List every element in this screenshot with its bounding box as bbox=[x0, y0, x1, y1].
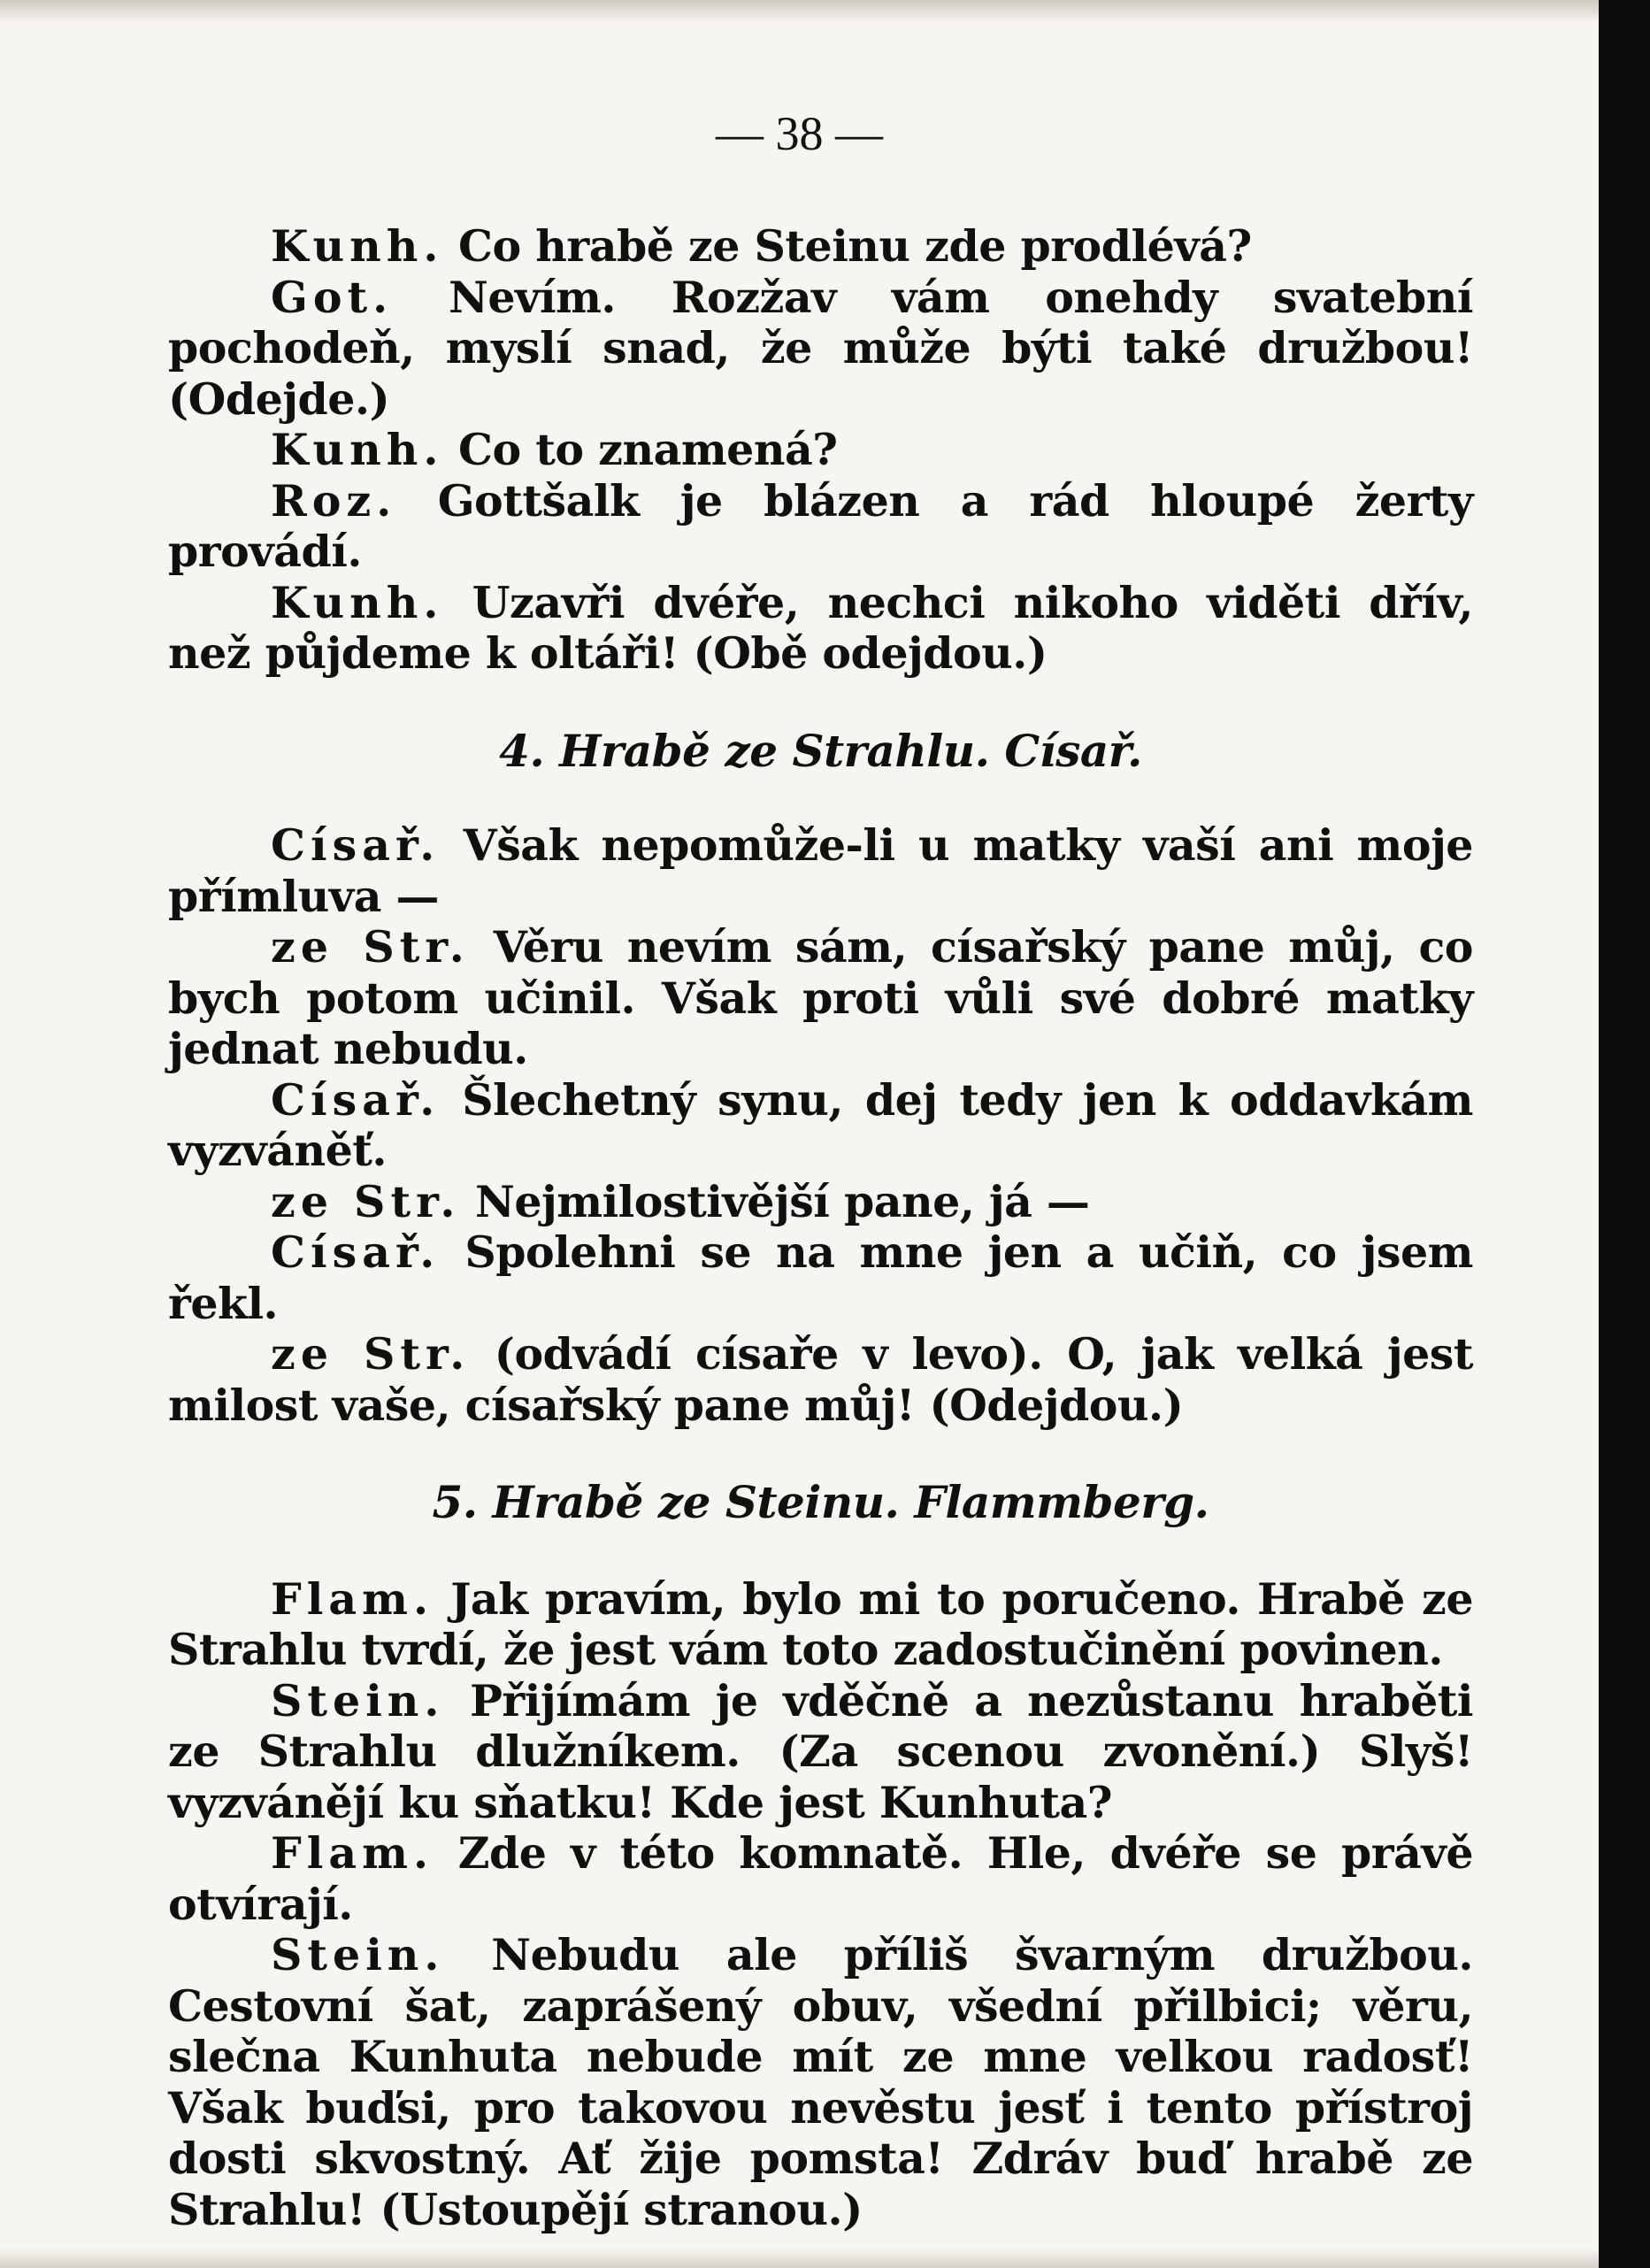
dialogue-line bbox=[168, 578, 1473, 680]
line-text: Co hrabě ze Steinu zde prodlévá? bbox=[443, 220, 1252, 272]
dialogue-line bbox=[168, 1930, 1473, 2235]
page-text bbox=[168, 221, 1473, 2235]
speaker: ze Str. bbox=[271, 1328, 471, 1380]
speaker: ze Str. bbox=[271, 1175, 461, 1227]
scene-heading-4: 4. Hrabě ze Strahlu. Císař. bbox=[499, 724, 1142, 777]
dialogue-line bbox=[168, 1177, 1473, 1228]
speaker: Císař. bbox=[271, 819, 441, 871]
line-text: Co to znamená? bbox=[443, 424, 838, 475]
line-text: Šlechetný synu, dej tedy jen k oddavkám vyzváněť. bbox=[168, 1073, 1473, 1176]
speaker: Kunh. bbox=[271, 424, 444, 475]
line-text: Zde v této komnatě. Hle, dvéře se právě otvírají. bbox=[168, 1827, 1473, 1930]
speaker: Roz. bbox=[271, 474, 397, 527]
line-text: Nevím. Rozžav vám onehdy svatební pochodeň, myslí snad, že může býti také družbou! (Odejde.) bbox=[168, 271, 1473, 425]
dialogue-line bbox=[168, 1676, 1473, 1829]
dialogue-line bbox=[168, 425, 1473, 476]
line-text: Spolehni se na mne jen a učiň, co jsem řekl. bbox=[168, 1226, 1473, 1329]
speaker: Flam. bbox=[271, 1827, 434, 1879]
line-text: (odvádí císaře v levo). O, jak velká jest milost vaše, císařský pane můj! (Odejdou.) bbox=[168, 1328, 1473, 1431]
dialogue-line bbox=[168, 1574, 1473, 1676]
speaker: Flam. bbox=[271, 1572, 434, 1625]
speaker: Stein. bbox=[271, 1674, 445, 1726]
scan-border bbox=[1599, 0, 1650, 2268]
page-bottom-edge bbox=[0, 2249, 1599, 2268]
speaker: Kunh. bbox=[271, 576, 444, 628]
dialogue-line bbox=[168, 273, 1473, 426]
page-number: — 38 — bbox=[716, 107, 883, 160]
speaker: Stein. bbox=[271, 1929, 445, 1980]
line-text: Nejmilostivější pane, já — bbox=[460, 1175, 1090, 1227]
dialogue-line bbox=[168, 1227, 1473, 1329]
line-text: Jak pravím, bylo mi to poručeno. Hrabě ze Strahlu tvrdí, že jest vám toto zadostučinění povinen. bbox=[168, 1572, 1473, 1675]
speaker: ze Str. bbox=[271, 921, 470, 973]
dialogue-line bbox=[168, 221, 1473, 273]
speaker: Kunh. bbox=[271, 220, 444, 272]
dialogue-line bbox=[168, 1828, 1473, 1930]
line-text: Přijímám je vděčně a nezůstanu hraběti ze Strahlu dlužníkem. (Za scenou zvonění.) Slyš! vyzvánějí ku sňatku! Kde jest Kunhuta? bbox=[168, 1674, 1473, 1828]
line-text: Nebudu ale příliš švarným družbou. Cestovní šat, zaprášený obuv, všední přilbici; věru, slečna Kunhuta nebude mít ze mne velkou radosť! Však buďsi, pro takovou nevěstu jesť i tento přístroj dosti skvostný. Ať žije pomsta! Zdráv buď hrabě ze Strahlu! (Ustoupějí stranou.) bbox=[168, 1929, 1473, 2235]
page-top-edge bbox=[0, 0, 1599, 23]
line-text: Věru nevím sám, císařský pane můj, co bych potom učinil. Však proti vůli své dobré matky jednat nebudu. bbox=[168, 921, 1473, 1074]
dialogue-line bbox=[168, 1075, 1473, 1177]
line-text: Uzavři dvéře, nechci nikoho viděti dřív, než půjdeme k oltáři! (Obě odejdou.) bbox=[168, 576, 1473, 679]
dialogue-line bbox=[168, 820, 1473, 922]
line-text: Gottšalk je blázen a rád hloupé žerty provádí. bbox=[168, 474, 1473, 577]
dialogue-line bbox=[168, 922, 1473, 1075]
speaker: Císař. bbox=[271, 1226, 441, 1278]
line-text: Však nepomůže-li u matky vaší ani moje přímluva — bbox=[168, 819, 1473, 922]
scene-heading-5: 5. Hrabě ze Steinu. Flammberg. bbox=[432, 1476, 1209, 1528]
speaker: Got. bbox=[271, 271, 394, 323]
dialogue-line bbox=[168, 476, 1473, 578]
dialogue-line bbox=[168, 1329, 1473, 1431]
speaker: Císař. bbox=[271, 1073, 441, 1126]
